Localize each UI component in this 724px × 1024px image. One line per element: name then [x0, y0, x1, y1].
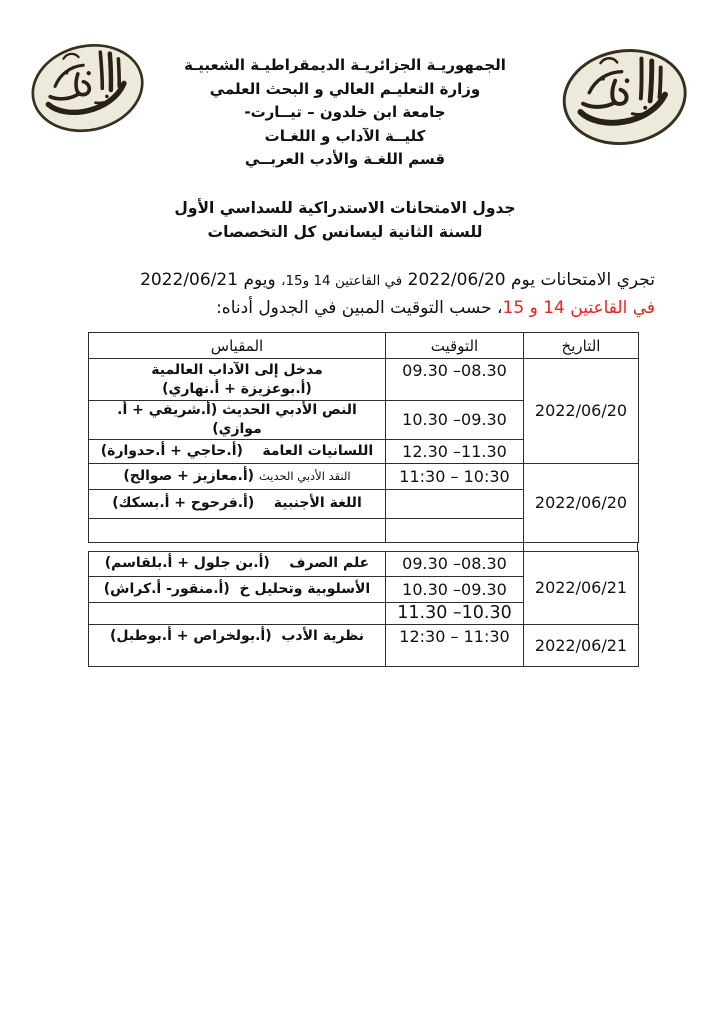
intro-line1-rooms: في القاعتين 14 و15،	[281, 273, 403, 289]
date-column-gap-borders	[523, 543, 638, 551]
module-cell	[89, 359, 386, 401]
table-section-gap	[88, 543, 638, 551]
module-name: مدخل إلى الآداب العالمية	[151, 361, 323, 378]
time-cell: 10.30 –09.30	[386, 401, 524, 440]
time-cell	[386, 489, 524, 518]
intro-rooms-highlight: في القاعتين 14 و 15	[502, 298, 655, 318]
title-line-1: جدول الامتحانات الاستدراكية للسداسي الأول	[174, 199, 516, 217]
date-cell: 2022/06/20	[524, 359, 639, 464]
org-line-ministry: وزارة التعليـم العالي و البحث العلمي	[209, 79, 481, 98]
module-teachers: (أ.معازيز + صوالح)	[123, 467, 259, 484]
org-line-university: جامعة ابن خلدون – تيــارت-	[244, 103, 446, 121]
intro-line-1	[69, 267, 655, 295]
exam-schedule-table	[88, 332, 638, 667]
time-cell: 12.30 –11.30	[386, 439, 524, 463]
intro-line1-text: تجري الامتحانات يوم 2022/06/20	[402, 270, 655, 290]
letterhead	[105, 54, 585, 172]
org-line-department: قسم اللغـة والأدب العربــي	[244, 150, 446, 168]
header-time: التوقيت	[386, 333, 524, 359]
time-cell: 09.30 –08.30	[386, 359, 524, 401]
module-cell: نظرية الأدب (أ.بولخراص + أ.بوطبل)	[89, 624, 386, 666]
intro-line2-tail: ، حسب التوقيت المبين في الجدول أدناه:	[216, 298, 503, 318]
page-title	[105, 196, 585, 244]
header-date: التاريخ	[524, 333, 639, 359]
header-module: المقياس	[89, 333, 386, 359]
time-cell: 10.30 –09.30	[386, 576, 524, 602]
time-cell: 11.30 –10.30	[386, 602, 524, 624]
module-cell	[89, 518, 386, 542]
table-row	[89, 624, 639, 666]
module-teachers: (أ.بوعزيزة + أ.نهاري)	[162, 380, 312, 397]
time-cell: 09.30 –08.30	[386, 551, 524, 576]
module-name: النقد الأدبي الحديث	[258, 468, 351, 483]
date-cell: 2022/06/21	[524, 624, 639, 666]
org-line-faculty: كليــة الآداب و اللغـات	[264, 126, 426, 145]
table-row	[89, 463, 639, 489]
time-cell: 12:30 – 11:30	[386, 624, 524, 666]
date-cell: 2022/06/20	[524, 463, 639, 542]
org-line-republic: الجمهوريـة الجزائريـة الديمقراطيـة الشعبيـة	[184, 56, 506, 74]
intro-paragraph	[69, 267, 655, 322]
module-cell	[89, 463, 386, 489]
module-cell: اللغة الأجنبية (أ.فرحوح + أ.بسكك)	[89, 489, 386, 518]
module-cell: اللسانيات العامة (أ.حاجي + أ.حدوارة)	[89, 439, 386, 463]
table-header-row	[89, 333, 639, 359]
date-cell: 2022/06/21	[524, 551, 639, 624]
module-cell: النص الأدبي الحديث (أ.شريفي + أ. موازي)	[89, 401, 386, 440]
module-cell: الأسلوبية وتحليل خ (أ.منقور- أ.كراش)	[89, 576, 386, 602]
module-cell	[89, 602, 386, 624]
intro-line-2	[69, 295, 655, 322]
time-cell	[386, 518, 524, 542]
table-row	[89, 551, 639, 576]
table-row	[89, 359, 639, 401]
intro-line1-tail: ويوم 2022/06/21	[140, 270, 282, 290]
module-cell: علم الصرف (أ.بن جلول + أ.بلقاسم)	[89, 551, 386, 576]
time-cell: 11:30 – 10:30	[386, 463, 524, 489]
schedule-table-top	[88, 332, 639, 543]
schedule-table-bottom	[88, 551, 639, 667]
title-line-2: للسنة الثانية ليسانس كل التخصصات	[207, 223, 483, 241]
